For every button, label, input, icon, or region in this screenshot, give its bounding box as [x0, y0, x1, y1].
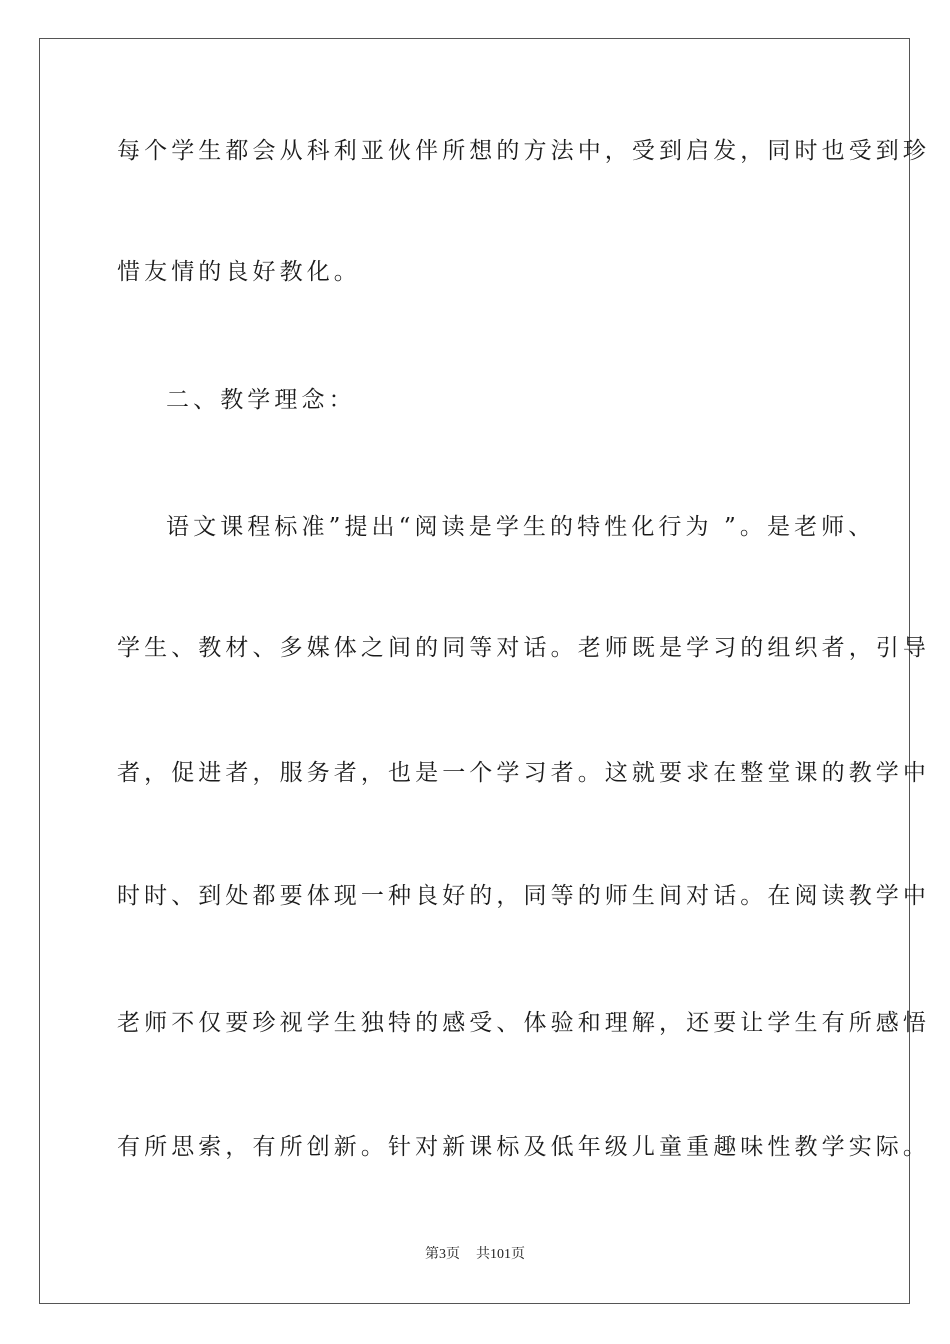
body-line-8: 有所思索，有所创新。针对新课标及低年级儿童重趣味性教学实际。 — [117, 1134, 930, 1160]
section-heading: 二、教学理念： — [166, 387, 356, 413]
page-footer — [0, 1246, 950, 1264]
body-line-3: 语文课程标准”提出“阅读是学生的特性化行为 ”。是老师、 — [166, 514, 876, 540]
body-line-2: 惜友情的良好教化。 — [117, 259, 361, 285]
body-line-1: 每个学生都会从科利亚伙伴所想的方法中，受到启发，同时也受到珍 — [117, 138, 930, 164]
total-pages: 共101页 — [476, 1247, 525, 1262]
body-line-5: 者，促进者，服务者，也是一个学习者。这就要求在整堂课的教学中 — [117, 760, 930, 786]
page-number: 第3页 — [425, 1247, 460, 1262]
body-line-7: 老师不仅要珍视学生独特的感受、体验和理解，还要让学生有所感悟 — [117, 1010, 930, 1036]
body-line-6: 时时、到处都要体现一种良好的，同等的师生间对话。在阅读教学中 — [117, 883, 930, 909]
body-line-4: 学生、教材、多媒体之间的同等对话。老师既是学习的组织者，引导 — [117, 635, 930, 661]
page-border — [39, 38, 910, 1304]
